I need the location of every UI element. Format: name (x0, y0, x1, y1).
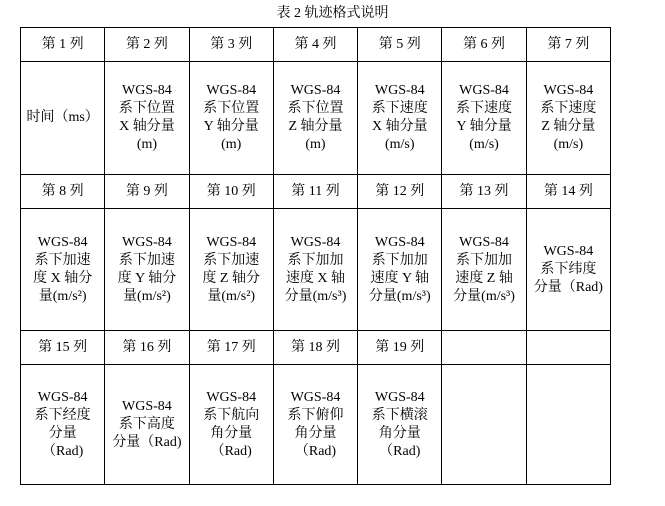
cell-line: 系下速度 (371, 101, 428, 116)
cell-line: Z 轴分量 (288, 119, 343, 134)
column-header: 第 15 列 (21, 331, 105, 365)
cell-line: (m) (305, 137, 326, 152)
cell-line: 系下加速 (34, 252, 91, 268)
cell-line: （Rad) (379, 443, 421, 459)
column-header: 第 4 列 (273, 28, 357, 62)
description-cell (273, 365, 357, 485)
cell-line: WGS-84 (206, 389, 257, 405)
column-header: 第 12 列 (358, 175, 442, 209)
cell-line: WGS-84 (374, 234, 425, 250)
table-caption: 表 2 轨迹格式说明 (276, 6, 389, 21)
cell-line: WGS-84 (459, 234, 509, 250)
cell-line: 系下纬度 (540, 261, 597, 277)
cell-line: 速度 Y 轴 (370, 270, 430, 286)
description-row (21, 62, 611, 175)
cell-line: 量(m/s²) (207, 288, 256, 304)
description-cell (526, 209, 610, 331)
cell-line: (m/s) (553, 137, 584, 152)
cell-line: Z 轴分量 (541, 119, 596, 134)
cell-line: 分量 (48, 425, 77, 441)
column-header: 第 6 列 (442, 28, 526, 62)
cell-line: WGS-84 (374, 83, 425, 98)
description-cell (189, 62, 273, 175)
description-cell (358, 62, 442, 175)
column-header: 第 19 列 (358, 331, 442, 365)
cell-line: (m/s) (384, 137, 415, 152)
column-header: 第 2 列 (105, 28, 189, 62)
cell-line: WGS-84 (374, 389, 425, 405)
cell-line: 分量(m/s³) (453, 288, 515, 304)
cell-line: WGS-84 (206, 83, 257, 98)
description-row (21, 365, 611, 485)
cell-line: WGS-84 (122, 83, 172, 98)
description-cell (526, 62, 610, 175)
cell-line: WGS-84 (290, 389, 341, 405)
description-cell (358, 365, 442, 485)
description-cell (105, 209, 189, 331)
cell-line: 系下速度 (456, 101, 513, 116)
cell-line: X 轴分量 (119, 119, 175, 134)
cell-line: 系下位置 (203, 101, 260, 116)
description-cell (273, 62, 357, 175)
cell-line: 系下加加 (371, 252, 428, 268)
empty-cell (442, 365, 526, 485)
cell-line: 时间（ms） (26, 110, 99, 125)
header-row (21, 331, 611, 365)
description-cell (189, 365, 273, 485)
column-header: 第 5 列 (358, 28, 442, 62)
header-row (21, 175, 611, 209)
column-header: 第 14 列 (526, 175, 610, 209)
cell-line: （Rad) (42, 443, 84, 459)
column-header: 第 3 列 (189, 28, 273, 62)
cell-line: X 轴分量 (371, 119, 428, 134)
cell-line: 角分量 (378, 425, 421, 441)
cell-line: WGS-84 (122, 398, 172, 414)
cell-line: 系下经度 (34, 407, 91, 423)
description-cell (442, 209, 526, 331)
cell-line: 系下横滚 (371, 407, 428, 423)
column-header: 第 11 列 (273, 175, 357, 209)
cell-line: 系下高度 (118, 416, 175, 432)
cell-line: WGS-84 (37, 234, 88, 250)
cell-line: 量(m/s²) (123, 288, 171, 304)
cell-line: Y 轴分量 (456, 119, 512, 134)
cell-line: 系下速度 (540, 101, 597, 116)
column-header (526, 331, 610, 365)
cell-line: 系下位置 (118, 101, 175, 116)
cell-line: WGS-84 (122, 234, 172, 250)
cell-line: 速度 X 轴 (285, 270, 346, 286)
column-header: 第 16 列 (105, 331, 189, 365)
cell-line: WGS-84 (543, 83, 594, 98)
cell-line: 系下加速 (118, 252, 175, 268)
trajectory-format-table (20, 27, 611, 485)
cell-line: 分量（Rad) (533, 279, 603, 295)
cell-line: 量(m/s²) (38, 288, 87, 304)
description-row (21, 209, 611, 331)
cell-line: 度 Y 轴分 (117, 270, 177, 286)
cell-line: 分量(m/s³) (368, 288, 431, 304)
cell-line: 度 Z 轴分 (202, 270, 260, 286)
cell-line: (m) (221, 137, 242, 152)
empty-cell (526, 365, 610, 485)
description-cell (358, 209, 442, 331)
cell-line: WGS-84 (543, 243, 594, 259)
cell-line: 系下俯仰 (287, 407, 344, 423)
cell-line: 分量（Rad) (112, 434, 182, 450)
column-header: 第 10 列 (189, 175, 273, 209)
description-cell (189, 209, 273, 331)
column-header: 第 9 列 (105, 175, 189, 209)
cell-line: 系下航向 (203, 407, 260, 423)
cell-line: WGS-84 (290, 234, 341, 250)
column-header: 第 8 列 (21, 175, 105, 209)
cell-line: WGS-84 (290, 83, 341, 98)
column-header: 第 17 列 (189, 331, 273, 365)
column-header: 第 7 列 (526, 28, 610, 62)
description-cell (21, 209, 105, 331)
column-header: 第 13 列 (442, 175, 526, 209)
description-cell (21, 62, 105, 175)
description-cell (273, 209, 357, 331)
cell-line: 角分量 (210, 425, 253, 441)
cell-line: 分量(m/s³) (284, 288, 347, 304)
cell-line: （Rad) (210, 443, 252, 459)
cell-line: 系下加加 (456, 252, 513, 268)
cell-line: 系下加速 (203, 252, 260, 268)
description-cell (442, 62, 526, 175)
cell-line: 度 X 轴分 (33, 270, 93, 286)
cell-line: (m/s) (469, 137, 499, 152)
cell-line: 角分量 (294, 425, 337, 441)
header-row (21, 28, 611, 62)
cell-line: 速度 Z 轴 (455, 270, 513, 286)
cell-line: Y 轴分量 (203, 119, 259, 134)
cell-line: WGS-84 (459, 83, 509, 98)
cell-line: WGS-84 (206, 234, 257, 250)
column-header: 第 18 列 (273, 331, 357, 365)
cell-line: WGS-84 (37, 389, 88, 405)
column-header (442, 331, 526, 365)
column-header: 第 1 列 (21, 28, 105, 62)
cell-line: (m) (136, 137, 158, 152)
cell-line: （Rad) (294, 443, 337, 459)
description-cell (105, 62, 189, 175)
cell-line: 系下加加 (287, 252, 344, 268)
description-cell (105, 365, 189, 485)
description-cell (21, 365, 105, 485)
cell-line: 系下位置 (287, 101, 344, 116)
